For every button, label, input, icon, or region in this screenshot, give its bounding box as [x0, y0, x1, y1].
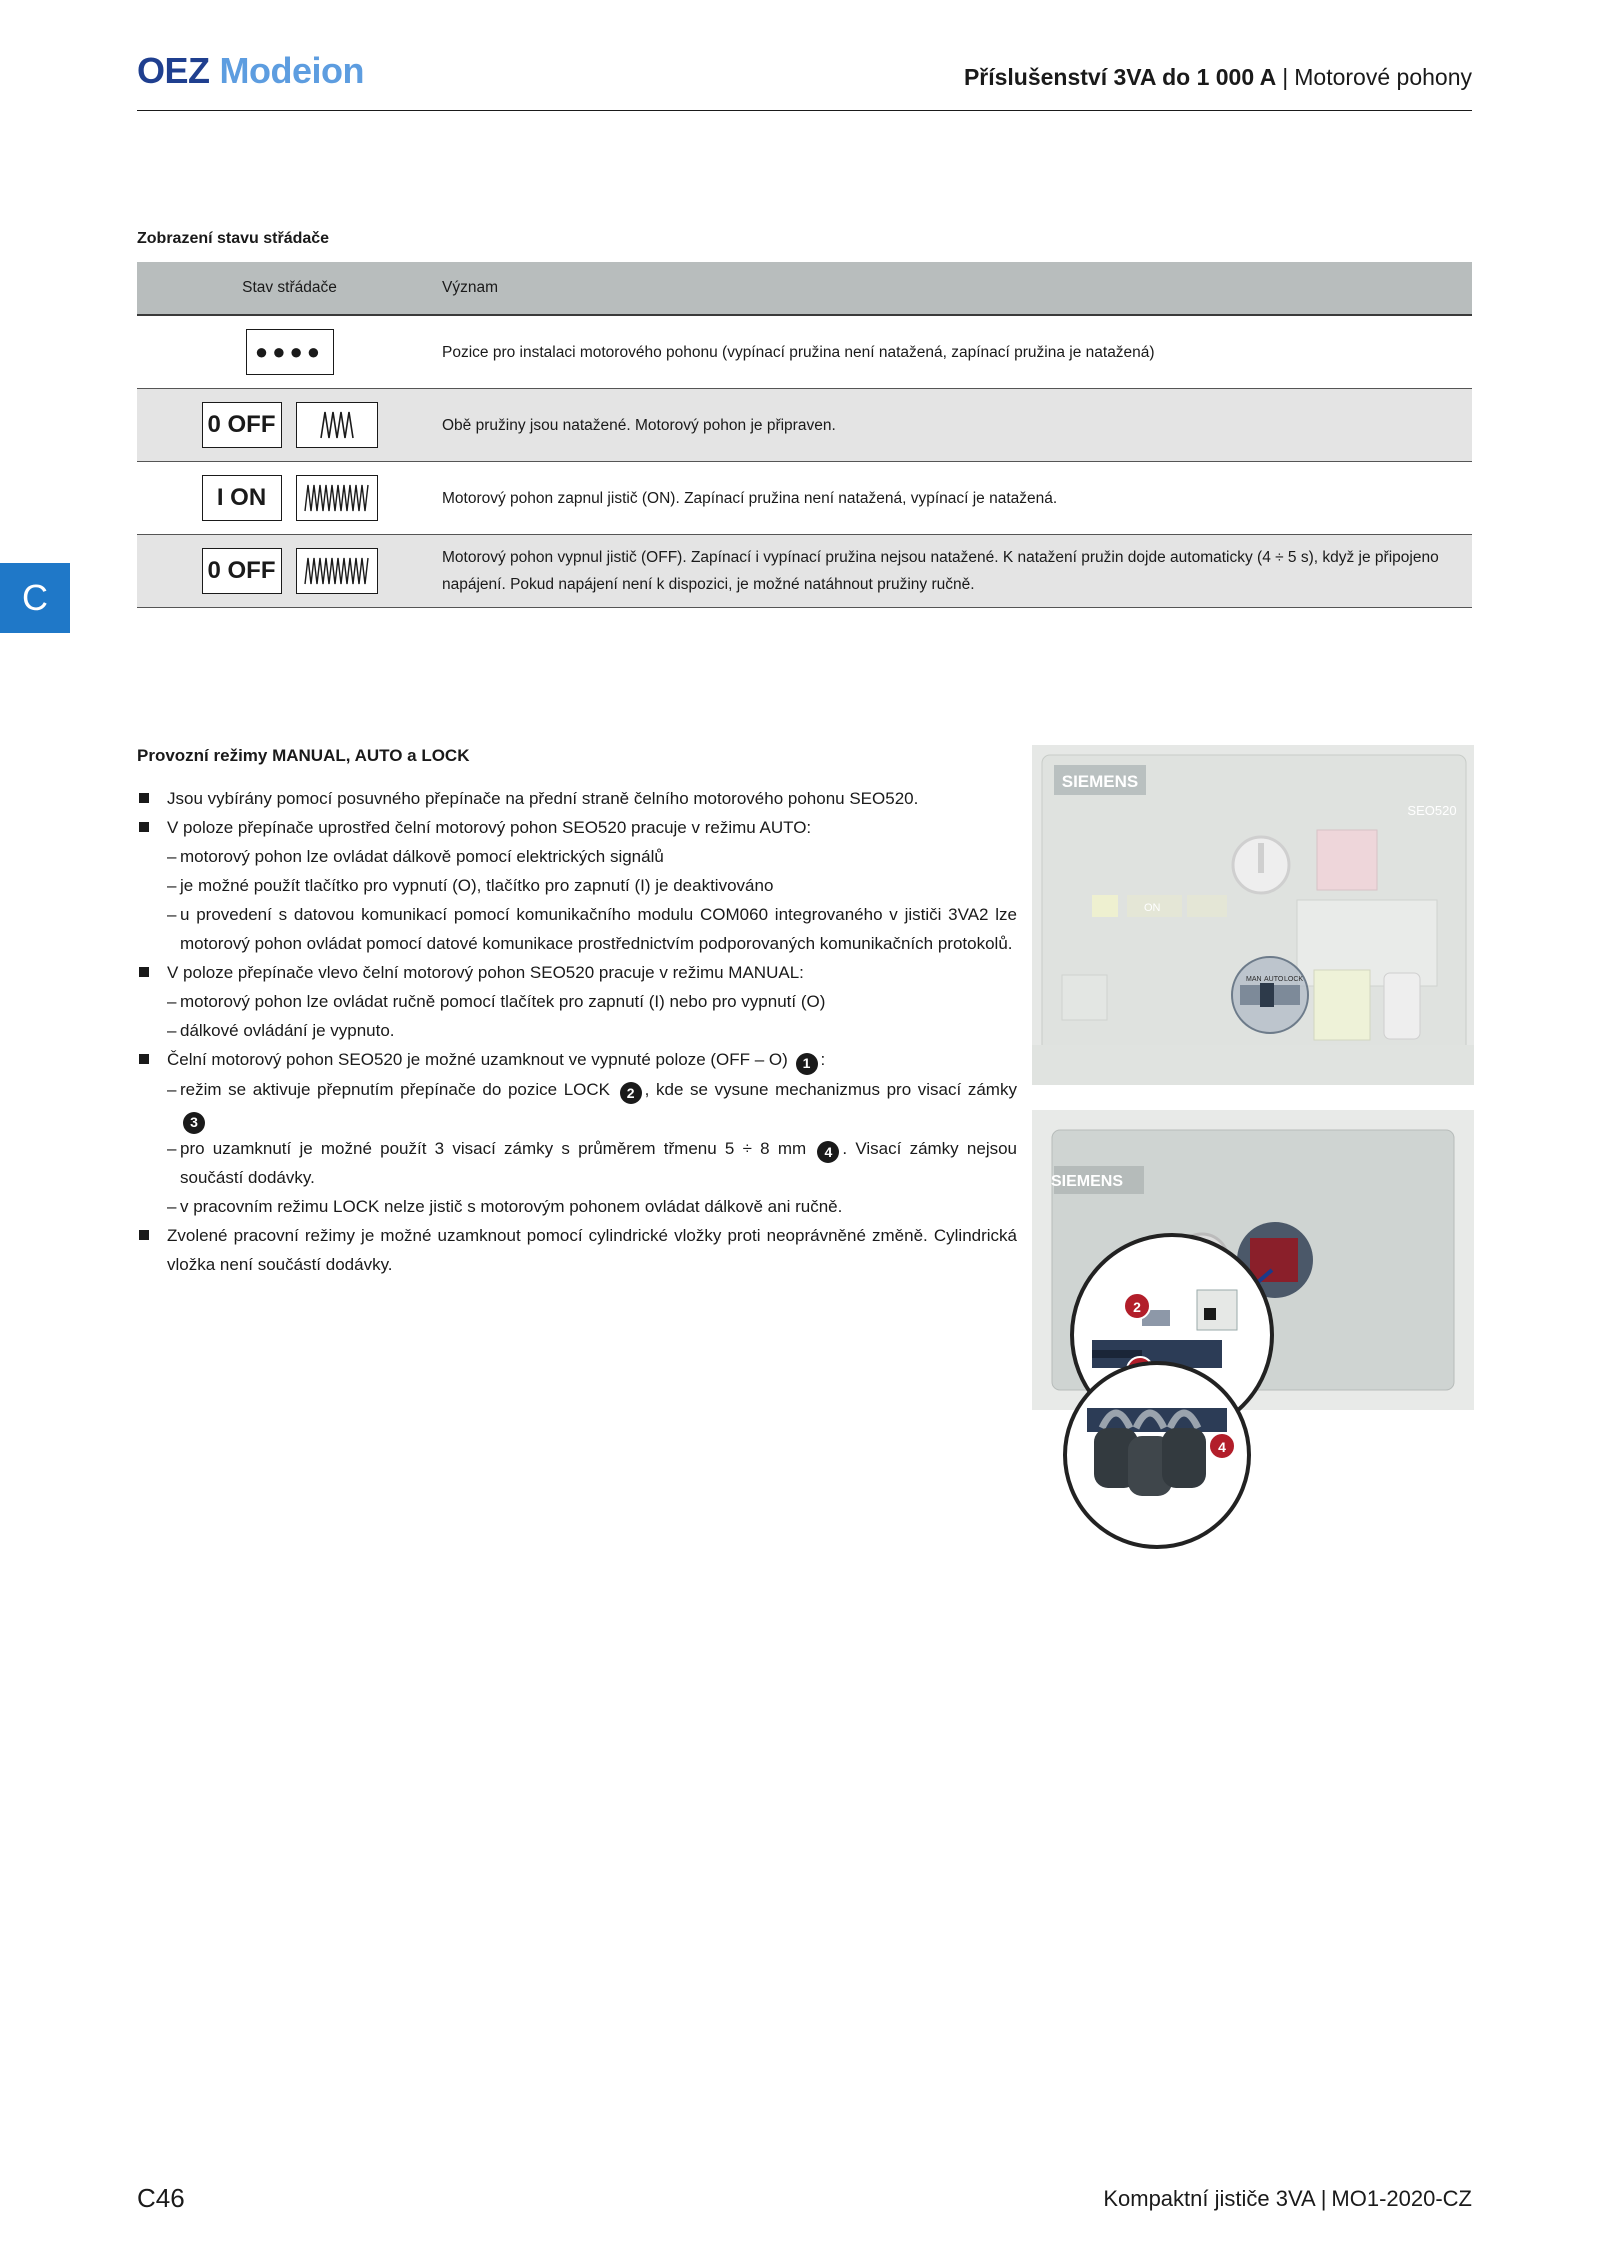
svg-text:LOCK: LOCK — [1284, 976, 1304, 983]
header-separator: | — [1282, 64, 1289, 90]
spring-icon — [296, 402, 378, 448]
row-meaning: Motorový pohon zapnul jistič (ON). Zapínací pružina není natažená, vypínací je natažená. — [442, 489, 1058, 507]
spring-icon — [296, 548, 378, 594]
sub-list-item: – dálkové ovládání je vypnuto. — [167, 1021, 395, 1040]
svg-text:2: 2 — [1133, 1299, 1141, 1315]
spring-icon — [296, 475, 378, 521]
table-row — [137, 389, 1472, 462]
section-title-modes: Provozní režimy MANUAL, AUTO a LOCK — [137, 746, 470, 765]
list-item: V poloze přepínače vlevo čelní motorový pohon SEO520 pracuje v režimu MANUAL: — [137, 958, 1017, 987]
callout-badge-2: 2 — [620, 1082, 642, 1104]
column-header-status: Stav střádače — [242, 279, 337, 296]
column-header-meaning: Význam — [442, 279, 498, 296]
page-number: C46 — [137, 2183, 185, 2213]
sub-list-item: – u provedení s datovou komunikací pomocí komunikačního modulu COM060 integrovaného v jističi 3VA2 lze motorový pohon ovládat pomocí datové komunikace prostřednictvím podporovaných komunikačních protokolů. — [167, 905, 1017, 953]
sub-list-item: – je možné použít tlačítko pro vypnutí (O), tlačítko pro zapnutí (I) je deaktivováno — [167, 876, 774, 895]
sub-list-item: – režim se aktivuje přepnutím přepínače do pozice LOCK 2 , kde se vysune mechanizmus pro visací zámky 3 — [137, 1075, 1017, 1134]
chapter-tab: C — [0, 563, 70, 633]
section-title-accumulator: Zobrazení stavu střádače — [137, 230, 330, 247]
footer-separator: | — [1320, 2186, 1327, 2211]
callout-badge-3: 3 — [183, 1112, 205, 1134]
on-indicator: I ON — [202, 475, 282, 521]
callout-badge-4: 4 — [817, 1141, 839, 1163]
row-meaning: Obě pružiny jsou natažené. Motorový pohon je připraven. — [442, 416, 836, 434]
header-rule — [137, 110, 1472, 111]
callout-badge-1: 1 — [796, 1053, 818, 1075]
brand-logo — [137, 50, 364, 92]
list-item: Jsou vybírány pomocí posuvného přepínače na přední straně čelního motorového pohonu SEO520. — [137, 784, 1017, 813]
modes-description — [137, 784, 1017, 1279]
header-title-rest: Motorové pohony — [1294, 64, 1472, 90]
svg-text:MAN: MAN — [1246, 976, 1262, 983]
dots-indicator-icon: ●●●● — [246, 329, 334, 375]
header-title-bold: Příslušenství 3VA do 1 000 A — [963, 64, 1277, 90]
table-row — [137, 316, 1472, 389]
motor-operator-front-image — [1032, 745, 1474, 1085]
off-indicator: 0 OFF — [202, 402, 282, 448]
svg-text:SEO520: SEO520 — [1407, 803, 1457, 818]
table-row — [137, 462, 1472, 535]
footer-doc-code: MO1-2020-CZ — [1331, 2186, 1472, 2211]
sub-list-item: – v pracovním režimu LOCK nelze jistič s motorovým pohonem ovládat dálkově ani ručně. — [167, 1197, 843, 1216]
lock-mechanism-image — [1032, 1110, 1474, 1550]
sub-list-item: – motorový pohon lze ovládat ručně pomocí tlačítek pro zapnutí (I) nebo pro vypnutí (O) — [167, 992, 826, 1011]
brand-oez: OEZ — [137, 50, 210, 91]
table-header — [137, 262, 1472, 316]
svg-text:ON: ON — [1144, 902, 1161, 914]
list-item: Zvolené pracovní režimy je možné uzamknout pomocí cylindrické vložky proti neoprávněné změně. Cylindrická vložka není součástí dodávky. — [137, 1221, 1017, 1279]
footer-doc-info — [1103, 2186, 1472, 2212]
sub-list-item: – pro uzamknutí je možné použít 3 visací zámky s průměrem třmenu 5 ÷ 8 mm 4 . Visací zámky nejsou součástí dodávky. — [167, 1138, 1017, 1187]
off-indicator: 0 OFF — [202, 548, 282, 594]
sub-list-item: – motorový pohon lze ovládat dálkově pomocí elektrických signálů — [167, 847, 664, 866]
svg-text:4: 4 — [1218, 1439, 1226, 1455]
list-item: V poloze přepínače uprostřed čelní motorový pohon SEO520 pracuje v režimu AUTO: — [137, 813, 1017, 842]
brand-modeion: Modeion — [219, 50, 364, 91]
svg-text:SIEMENS: SIEMENS — [1050, 1173, 1124, 1190]
svg-text:AUTO: AUTO — [1264, 976, 1284, 983]
table-row — [137, 535, 1472, 608]
row-meaning: Motorový pohon vypnul jistič (OFF). Zapínací i vypínací pružina nejsou natažené. K natažení pružin dojde automaticky (4 ÷ 5 s), když je připojeno napájení. Pokud napájení není k dispozici, je možné natáhnout pružiny ručně. — [442, 549, 1439, 593]
accumulator-status-table — [137, 262, 1472, 608]
header-title — [964, 64, 1472, 91]
row-meaning: Pozice pro instalaci motorového pohonu (vypínací pružina není natažená, zapínací pružina je natažená) — [442, 343, 1155, 361]
footer-doc-title: Kompaktní jističe 3VA — [1103, 2186, 1316, 2211]
siemens-label: SIEMENS — [1061, 772, 1139, 791]
list-item: Čelní motorový pohon SEO520 je možné uzamknout ve vypnuté poloze (OFF – O) 1 : — [137, 1045, 1017, 1075]
